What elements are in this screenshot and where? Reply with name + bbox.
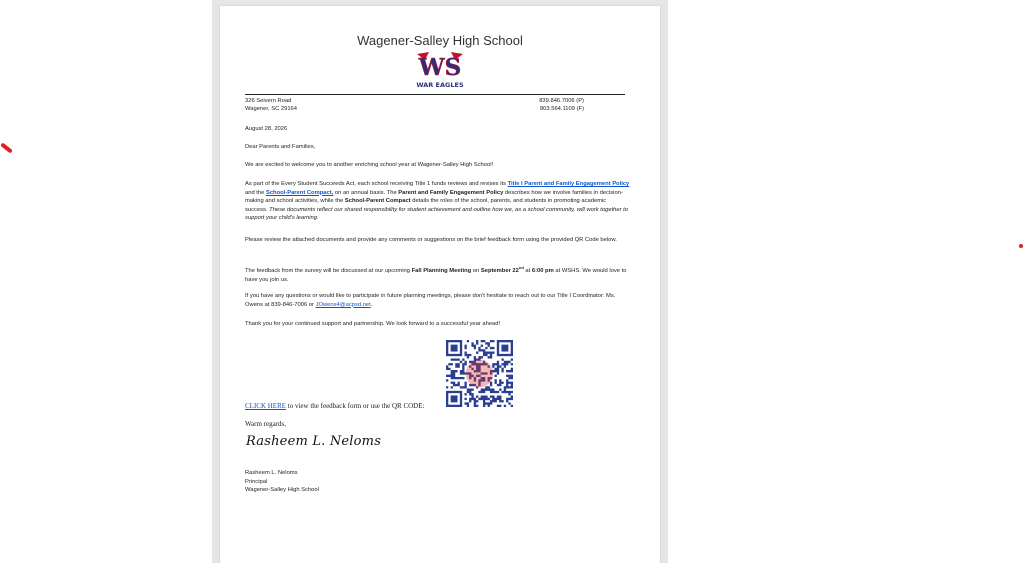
signer-school: Wagener-Salley High School (245, 487, 319, 494)
address-block (245, 97, 297, 113)
click-here-link[interactable]: CLICK HERE (245, 402, 287, 410)
text: As part of the Every Student Succeeds Act, each school receiving Title 1 funds reviews and revises its (245, 181, 508, 187)
closing: Warm regards, (245, 420, 287, 428)
paragraph-welcome: We are excited to welcome you to another enriching school year at Wagener-Salley High School! (245, 162, 494, 168)
text: on (471, 267, 481, 274)
fax-number: 803.564.1109 (F) (539, 106, 584, 112)
italic-text: These documents reflect our shared responsibility for student achievement and outline how we, as a school community, will work together to support your child's learning. (245, 206, 629, 222)
paragraph-contact (245, 292, 630, 309)
text: The feedback from the survey will be discussed at our upcoming (245, 267, 412, 274)
compact-link[interactable]: School-Parent Compact, (265, 189, 334, 196)
text: to view the feedback form or use the QR CODE: (286, 402, 425, 410)
letter-date: August 28, 2026 (245, 126, 288, 132)
bold-text: Parent and Family Engagement Policy (398, 189, 504, 196)
document-page (220, 6, 660, 563)
paragraph-review: Please review the attached documents and provide any comments or suggestions on the brief feedback form using the provided QR Code below. (245, 237, 617, 243)
policy-link[interactable]: Title I Parent and Family Engagement Policy (507, 181, 630, 187)
bold-text: School-Parent Compact (344, 198, 411, 205)
annotation-mark (0, 142, 13, 153)
war-eagles-logo-icon (415, 50, 465, 90)
header-rule (245, 94, 625, 95)
paragraph-meeting (245, 264, 630, 284)
superscript: nd (518, 265, 524, 270)
text: details the roles of the school, parents, and students in promoting academic success. (245, 198, 607, 213)
school-title: Wagener-Salley High School (357, 33, 523, 48)
phone-number: 839.846.7006 (P) (539, 98, 584, 104)
bold-text: Fall Planning Meeting (411, 267, 472, 274)
signer-title: Principal (245, 478, 268, 485)
address-line-1: 326 Seivern Road (245, 98, 292, 104)
signature-block (245, 469, 630, 495)
logo-caption: WAR EAGLES (416, 81, 464, 89)
address-line-2: Wagener, SC 29164 (245, 106, 297, 112)
signer-name: Rasheem L. Neloms (245, 470, 298, 476)
email-link[interactable]: JOwens4@acpsd.net (315, 301, 371, 308)
letter-greeting: Dear Parents and Families, (245, 144, 316, 150)
bold-text: September 22 (480, 267, 519, 274)
text: If you have any questions or would like to participate in future planning meetings, please don't hesitate to reach out to our Title I Coordinator: Ms. Owens at 839-846-7006 or (245, 293, 616, 308)
paragraph-policy (245, 180, 630, 223)
text: and the (245, 189, 266, 196)
text: describes how we involve families in decision-making and school activities, while the (245, 189, 623, 205)
signature: Rasheem L. Neloms (246, 434, 382, 449)
qr-code-icon[interactable] (446, 340, 513, 407)
text: at WSHS. We would love to have you join us. (245, 267, 627, 283)
text: on an annual basis. The (333, 189, 399, 196)
paragraph-thanks: Thank you for your continued support and partnership. We look forward to a successful year ahead! (245, 321, 501, 327)
text: at (523, 267, 532, 274)
annotation-dot (1019, 244, 1023, 248)
contact-block (539, 97, 584, 113)
logo-initials: WS (418, 54, 462, 81)
bold-text: 6:00 pm (531, 267, 554, 274)
text: . (370, 301, 373, 308)
click-here-line (245, 402, 630, 411)
